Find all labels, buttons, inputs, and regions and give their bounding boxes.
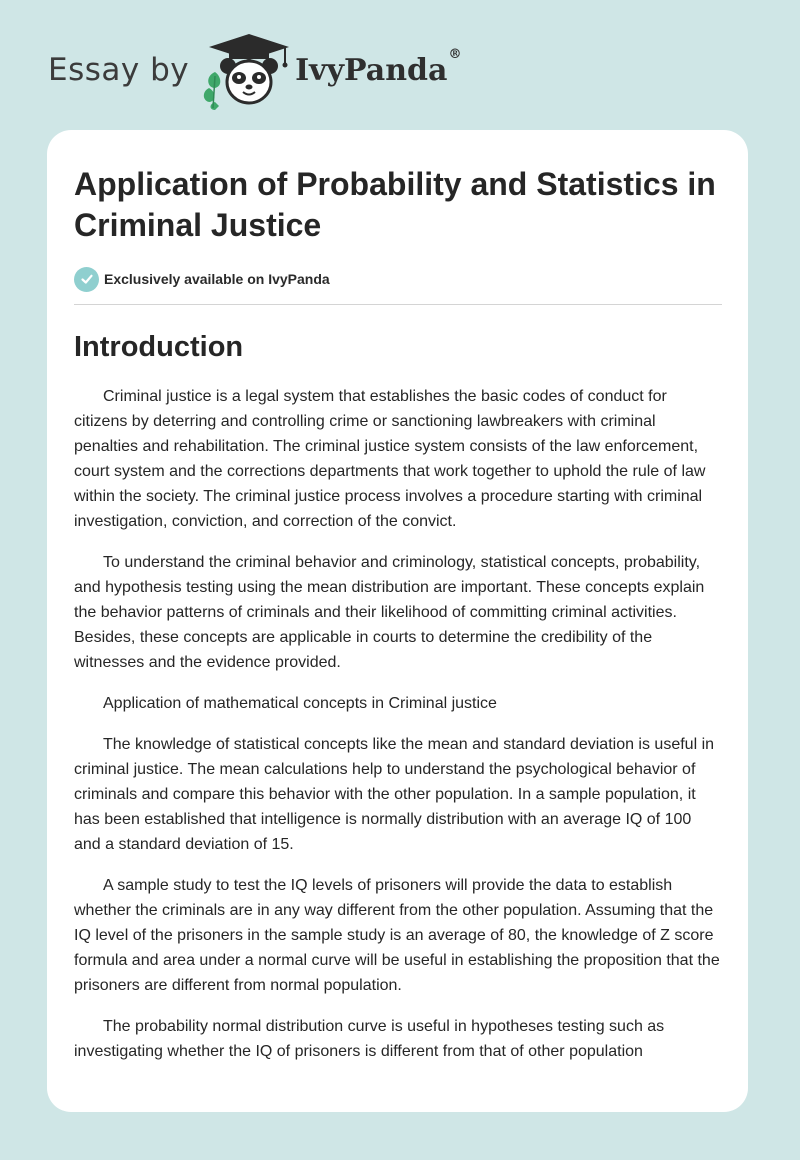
- exclusive-label: Exclusively available on IvyPanda: [104, 271, 330, 287]
- essay-body: [74, 384, 722, 1064]
- exclusive-badge: [74, 266, 722, 292]
- registered-mark: ®: [448, 46, 462, 62]
- title-divider: [74, 304, 722, 305]
- paragraph: The probability normal distribution curve is useful in hypotheses testing such as investigating whether the IQ of prisoners is different from that of other population: [74, 1018, 665, 1060]
- brand-name[interactable]: IvyPanda®: [295, 46, 462, 88]
- paragraph: To understand the criminal behavior and criminology, statistical concepts, probability, and hypothesis testing using the mean distribution are important. These concepts explain the behavior patterns of criminals and their likelihood of committing criminal activities. Besides, these concepts are applicable in courts to determine the credibility of the witnesses and the evidence provided.: [74, 554, 705, 671]
- checkmark-icon: [74, 267, 99, 292]
- paragraph: The knowledge of statistical concepts like the mean and standard deviation is useful in criminal justice. The mean calculations help to understand the psychological behavior of criminals and compare this behavior with the other population. In a sample population, it has been established that intelligence is normally distribution with an average IQ of 100 and a standard deviation of 15.: [74, 736, 715, 853]
- essay-card: [47, 130, 748, 1112]
- essay-title: Application of Probability and Statistics in Criminal Justice: [74, 166, 716, 243]
- graduation-panda-icon[interactable]: [201, 30, 297, 110]
- site-header: [48, 30, 461, 110]
- section-heading: Introduction: [74, 331, 244, 363]
- paragraph: Criminal justice is a legal system that establishes the basic codes of conduct for citizens by deterring and controlling crime or sanctioning lawbreakers with criminal penalties and rehabilitation. The criminal justice system consists of the law enforcement, court system and the corrections departments that work together to uphold the rule of law within the society. The criminal justice process involves a procedure starting with criminal investigation, conviction, and correction of the convict.: [74, 388, 706, 530]
- paragraph: Application of mathematical concepts in Criminal justice: [103, 695, 497, 712]
- paragraph: A sample study to test the IQ levels of prisoners will provide the data to establish whether the criminals are in any way different from the other population. Assuming that the IQ level of the prisoners in the sample study is an average of 80, the knowledge of Z score formula and area under a normal curve will be useful in establishing the proposition that the prisoners are different from normal population.: [74, 877, 720, 994]
- essay-by-label: Essay by: [48, 52, 190, 88]
